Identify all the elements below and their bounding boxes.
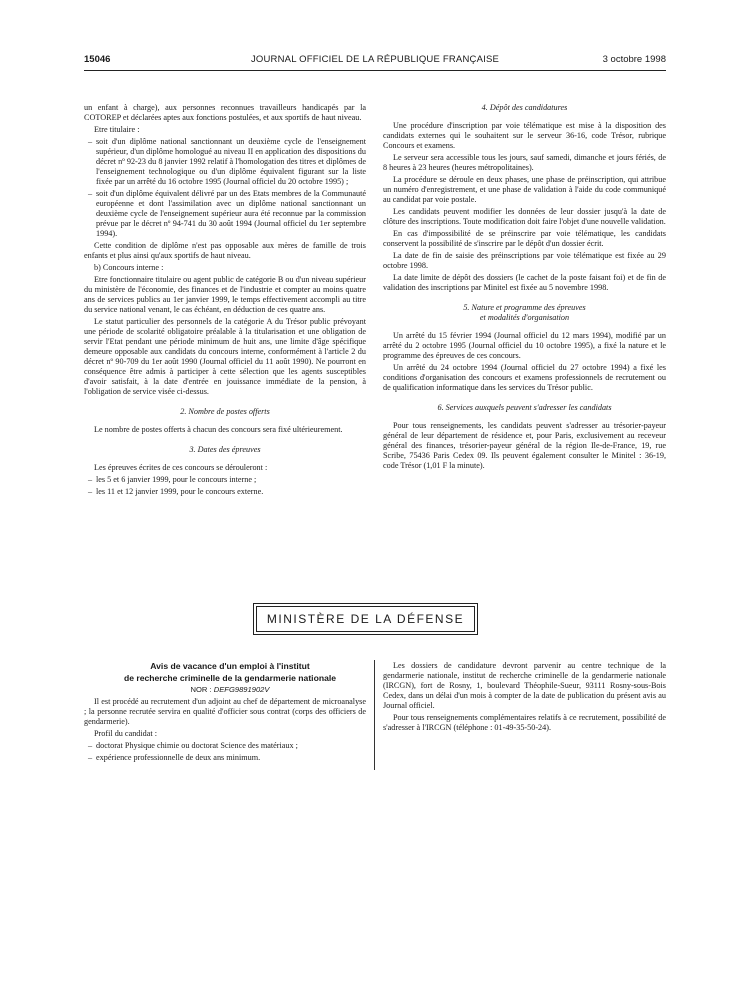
list-item: – soit d'un diplôme équivalent délivré par un des Etats membres de la Communauté européenne et dont l'assimilation avec un diplôme national sanctionnant un deuxième cycle de l'enseignement supérieur aura été reconnue par la commission prévue par le décret nº 94-741 du 30 août 1994 (Journal officiel du 1er septembre 1994). [84, 189, 366, 239]
page-header [84, 52, 666, 68]
avis-right-column [383, 661, 666, 735]
avis-title: de recherche criminelle de la gendarmerie nationale [123, 673, 337, 683]
ministry-banner: MINISTÈRE DE LA DÉFENSE [256, 606, 475, 632]
paragraph: Pour tous renseignements complémentaires relatifs à ce recrutement, possibilité de s'adresser à l'IRCGN (téléphone : 01-49-35-50-24). [383, 713, 666, 732]
right-column [383, 103, 666, 473]
paragraph: Le statut particulier des personnels de la catégorie A du Trésor public prévoyant une période de scolarité obligatoire préalable à la titularisation et une obligation de servir l'Etat pendant une période minimum de huit ans, une limite d'âge spécifique demeure opposable aux candidats du concours interne, conformément à l'article 2 du décret nº 90-709 du 1er août 1990 (Journal officiel du 11 août 1990). Ne pourront en conséquence être admis à participer à cette sélection que les agents susceptibles d'avoir satisfait, à la date d'entrée en jouissance immédiate de la pension, à l'obligation de service visée ci-dessus. [84, 317, 366, 396]
paragraph: Le serveur sera accessible tous les jours, sauf samedi, dimanche et jours fériés, de 8 heures à 23 heures (heures métropolitaines). [383, 153, 666, 172]
section-heading: 6. Services auxquels peuvent s'adresser les candidats [437, 403, 612, 412]
paragraph: En cas d'impossibilité de se préinscrire par voie télématique, les candidats conservent la possibilité de s'inscrire par le dépôt d'un dossier écrit. [383, 229, 666, 248]
nor-label: NOR : [190, 685, 212, 694]
section-heading: 3. Dates des épreuves [189, 445, 261, 454]
nor-reference [84, 685, 366, 695]
section-heading: et modalités d'organisation [479, 313, 570, 322]
list-item: – les 11 et 12 janvier 1999, pour le concours externe. [84, 487, 366, 497]
paragraph: Cette condition de diplôme n'est pas opposable aux mères de famille de trois enfants et plus ainsi qu'aux sportifs de haut niveau. [84, 241, 366, 260]
column-divider [374, 660, 375, 770]
avis-left-column [84, 661, 366, 765]
section-heading: 4. Dépôt des candidatures [481, 103, 568, 112]
paragraph: La date de fin de saisie des préinscriptions par voie télématique est fixée au 29 octobre 1998. [383, 251, 666, 270]
avis-title: Avis de vacance d'un emploi à l'institut [150, 661, 310, 671]
paragraph: La date limite de dépôt des dossiers (le cachet de la poste faisant foi) et de fin de validation des inscriptions par Minitel est fixée au 5 novembre 1998. [383, 273, 666, 292]
list-item: – expérience professionnelle de deux ans minimum. [84, 753, 366, 763]
paragraph: Une procédure d'inscription par voie télématique est mise à la disposition des candidats externes qui le souhaitent sur le serveur 36-16, code Trésor, rubrique Concours et examens. [383, 121, 666, 150]
paragraph: La procédure se déroule en deux phases, une phase de préinscription, qui attribue un numéro d'enregistrement, et une phase de validation à l'aide du code communiqué au candidat par voie postale. [383, 175, 666, 204]
paragraph: Etre titulaire : [94, 125, 140, 134]
list-item: – doctorat Physique chimie ou doctorat Science des matériaux ; [84, 741, 366, 751]
paragraph: un enfant à charge), aux personnes reconnues travailleurs handicapés par la COTOREP et déclarées aptes aux fonctions postulées, et aux sportifs de haut niveau. [84, 103, 366, 122]
journal-title: JOURNAL OFFICIEL DE LA RÉPUBLIQUE FRANÇAISE [250, 54, 500, 65]
left-column [84, 103, 366, 499]
paragraph: Le nombre de postes offerts à chacun des concours sera fixé ultérieurement. [94, 425, 343, 434]
section-heading: 5. Nature et programme des épreuves [463, 303, 586, 312]
section-heading: 2. Nombre de postes offerts [180, 407, 270, 416]
paragraph: Etre fonctionnaire titulaire ou agent public de catégorie B ou d'un niveau supérieur du ministère de l'économie, des finances et de l'industrie et compter au moins quatre ans de services publics au 1er janvier 1999, le temps effectivement accompli au titre du service national venant, le cas échéant, en déduction de ces quatre ans. [84, 275, 366, 314]
issue-date: 3 octobre 1998 [602, 54, 666, 65]
paragraph: Les dossiers de candidature devront parvenir au centre technique de la gendarmerie nationale, institut de recherche criminelle de la gendarmerie nationale (IRCGN), fort de Rosny, 1, boulevard Théophile-Sueur, 93111 Rosny-sous-Bois Cedex, dans un délai d'un mois à compter de la date de publication du présent avis au Journal officiel. [383, 661, 666, 710]
paragraph: Les épreuves écrites de ces concours se dérouleront : [94, 463, 268, 472]
nor-code: DEFG9891902V [213, 685, 270, 694]
paragraph: Profil du candidat : [94, 729, 157, 738]
paragraph: b) Concours interne : [94, 263, 164, 272]
header-rule [84, 70, 666, 71]
list-item: – soit d'un diplôme national sanctionnant un deuxième cycle de l'enseignement supérieur, d'un diplôme homologué au niveau II en application des dispositions du décret nº 92-23 du 8 janvier 1992 relatif à l'homologation des titres et diplômes de l'enseignement technologique ou d'un diplôme équivalent figurant sur la liste fixée par un arrêté du 16 octobre 1995 (Journal officiel du 20 octobre 1995) ; [84, 137, 366, 187]
page-number: 15046 [84, 54, 111, 65]
list-item: – les 5 et 6 janvier 1999, pour le concours interne ; [84, 475, 366, 485]
paragraph: Les candidats peuvent modifier les données de leur dossier jusqu'à la date de clôture des inscriptions. Toute modification doit faire l'objet d'une nouvelle validation. [383, 207, 666, 226]
paragraph: Pour tous renseignements, les candidats peuvent s'adresser au trésorier-payeur général de leur département de résidence et, pour Paris, exclusivement au receveur général des finances, trésorier-payeur général de la région Ile-de-France, 19, rue Scribe, 75436 Paris Cedex 09. Ils peuvent également consulter le Minitel : 36-19, code Trésor (1,01 F la minute). [383, 421, 666, 470]
paragraph: Il est procédé au recrutement d'un adjoint au chef de département de microanalyse ; la personne recrutée servira en qualité d'officier sous contrat (corps des officiers de gendarmerie). [84, 697, 366, 726]
paragraph: Un arrêté du 15 février 1994 (Journal officiel du 12 mars 1994), modifié par un arrêté du 2 octobre 1995 (Journal officiel du 10 octobre 1995), a fixé la nature et le programme des épreuves de ces concours. [383, 331, 666, 360]
paragraph: Un arrêté du 24 octobre 1994 (Journal officiel du 27 octobre 1994) a fixé les conditions d'organisation des concours et examens professionnels de recrutement ou de qualification informatique dans les services du Trésor public. [383, 363, 666, 392]
